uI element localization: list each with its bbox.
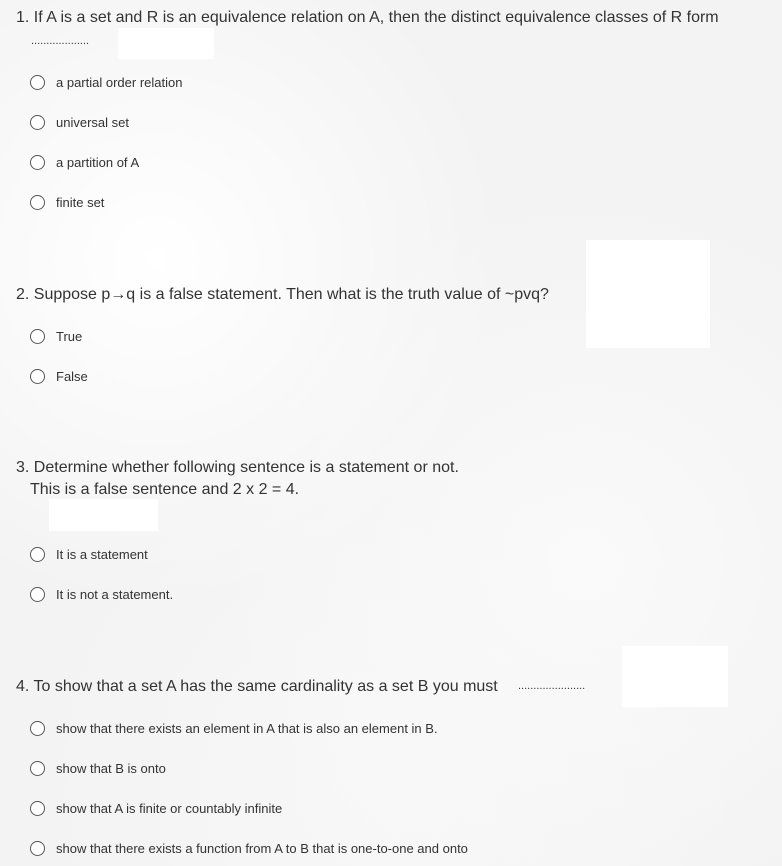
radio-button-icon[interactable] — [30, 547, 45, 562]
radio-button-icon[interactable] — [30, 75, 45, 90]
question-1-option-2[interactable] — [30, 112, 129, 132]
question-2-option-2[interactable] — [30, 366, 88, 386]
question-3-subtext: This is a false sentence and 2 x 2 = 4. — [30, 481, 300, 498]
radio-button-icon[interactable] — [30, 369, 45, 384]
option-label: True — [56, 328, 83, 344]
question-3-option-1[interactable] — [30, 544, 148, 564]
option-label: show that there exists an element in A that is also an element in B. — [56, 720, 438, 736]
blank-image-box-4 — [622, 646, 728, 707]
radio-button-icon[interactable] — [30, 801, 45, 816]
option-label: It is not a statement. — [56, 586, 174, 602]
question-4-blank: ...................... — [518, 680, 586, 692]
question-4-option-1[interactable] — [30, 718, 438, 738]
question-3-text: 3. Determine whether following sentence is a statement or not. — [16, 459, 459, 476]
question-1-option-3[interactable] — [30, 152, 139, 172]
radio-button-icon[interactable] — [30, 115, 45, 130]
radio-button-icon[interactable] — [30, 155, 45, 170]
question-4-option-4[interactable] — [30, 838, 468, 858]
question-4-option-3[interactable] — [30, 798, 282, 818]
option-label: show that there exists a function from A to B that is one-to-one and onto — [56, 840, 468, 856]
blank-image-box-1 — [118, 28, 214, 59]
option-label: show that B is onto — [56, 760, 166, 776]
radio-button-icon[interactable] — [30, 587, 45, 602]
option-label: a partial order relation — [56, 74, 183, 90]
option-label: It is a statement — [56, 546, 148, 562]
question-3-option-2[interactable] — [30, 584, 173, 604]
radio-button-icon[interactable] — [30, 721, 45, 736]
question-1-option-1[interactable] — [30, 72, 182, 92]
option-label: finite set — [56, 194, 105, 210]
option-label: universal set — [56, 114, 129, 130]
question-4-option-2[interactable] — [30, 758, 166, 778]
question-1-option-4[interactable] — [30, 192, 104, 212]
question-1-text: 1. If A is a set and R is an equivalence relation on A, then the distinct equivalence classes of R form — [16, 9, 719, 26]
radio-button-icon[interactable] — [30, 761, 45, 776]
radio-button-icon[interactable] — [30, 841, 45, 856]
option-label: False — [56, 368, 88, 384]
question-2-text: 2. Suppose p→q is a false statement. Then what is the truth value of ~pvq? — [16, 286, 549, 303]
question-4-text: 4. To show that a set A has the same cardinality as a set B you must — [16, 678, 498, 695]
radio-button-icon[interactable] — [30, 329, 45, 344]
question-2-option-1[interactable] — [30, 326, 82, 346]
question-1-blank: ................... — [31, 35, 90, 47]
option-label: show that A is finite or countably infinite — [56, 800, 283, 816]
option-label: a partition of A — [56, 154, 140, 170]
radio-button-icon[interactable] — [30, 195, 45, 210]
blank-image-box-3 — [49, 499, 158, 531]
blank-image-box-2 — [586, 240, 710, 348]
